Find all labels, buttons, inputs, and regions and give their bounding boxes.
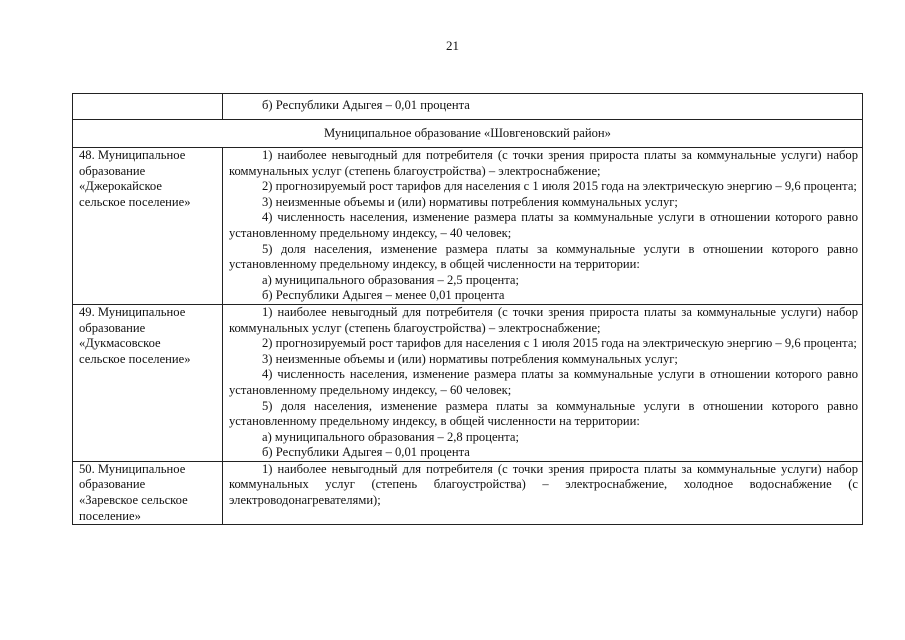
content-cell	[223, 461, 863, 524]
section-header-row	[73, 120, 863, 148]
entity-cell-empty	[73, 94, 223, 120]
list-item: 1) наиболее невыгодный для потребителя (с точки зрения прироста платы за коммунальные услуги) набор коммунальных услуг (степень благоустройства) – электроснабжение, холодное водоснабжение (с электроводонагревателями);	[229, 461, 858, 508]
list-item: 4) численность населения, изменение размера платы за коммунальные услуги в отношении которого равно установленному предельному индексу, – 60 человек;	[229, 367, 858, 397]
list-item: 1) наиболее невыгодный для потребителя (с точки зрения прироста платы за коммунальные услуги) набор коммунальных услуг (степень благоустройства) – электроснабжение;	[229, 304, 858, 335]
list-item: б) Республики Адыгея – 0,01 процента	[262, 445, 470, 460]
list-item: 3) неизменные объемы и (или) нормативы потребления коммунальных услуг;	[262, 194, 678, 209]
list-item: 3) неизменные объемы и (или) нормативы потребления коммунальных услуг;	[262, 351, 678, 366]
section-header: Муниципальное образование «Шовгеновский район»	[73, 120, 863, 148]
list-item: 1) наиболее невыгодный для потребителя (с точки зрения прироста платы за коммунальные услуги) набор коммунальных услуг (степень благоустройства) – электроснабжение;	[229, 148, 858, 178]
entity-name: 48. Муниципальное образование «Джерокайское сельское поселение»	[73, 148, 223, 305]
page-number: 21	[446, 38, 459, 53]
table-row-continuation	[73, 94, 863, 120]
content-cell	[223, 94, 863, 120]
list-item: 5) доля населения, изменение размера платы за коммунальные услуги в отношении которого равно установленному предельному индексу, в общей численности на территории:	[229, 398, 858, 429]
content-cell	[223, 304, 863, 461]
list-item: 4) численность населения, изменение размера платы за коммунальные услуги в отношении которого равно установленному предельному индексу, – 40 человек;	[229, 210, 858, 240]
list-item: 2) прогнозируемый рост тарифов для населения с 1 июля 2015 года на электрическую энергию – 9,6 процента;	[262, 179, 857, 194]
table-row-entry-48	[73, 148, 863, 305]
list-item: 2) прогнозируемый рост тарифов для населения с 1 июля 2015 года на электрическую энергию – 9,6 процента;	[262, 336, 857, 351]
list-item: а) муниципального образования – 2,8 процента;	[262, 429, 520, 444]
list-item: б) Республики Адыгея – 0,01 процента	[262, 98, 470, 112]
municipal-tariff-table	[72, 93, 863, 525]
list-item: б) Республики Адыгея – менее 0,01 процента	[262, 288, 505, 303]
list-item: а) муниципального образования – 2,5 процента;	[262, 272, 520, 287]
entity-name: 49. Муниципальное образование «Дукмасовское сельское поселение»	[73, 304, 223, 461]
entity-name: 50. Муниципальное образование «Заревское сельское поселение»	[73, 461, 223, 524]
list-item: 5) доля населения, изменение размера платы за коммунальные услуги в отношении которого равно установленному предельному индексу, в общей численности на территории:	[229, 241, 858, 272]
content-cell	[223, 148, 863, 305]
table-row-entry-50	[73, 461, 863, 524]
table-row-entry-49	[73, 304, 863, 461]
